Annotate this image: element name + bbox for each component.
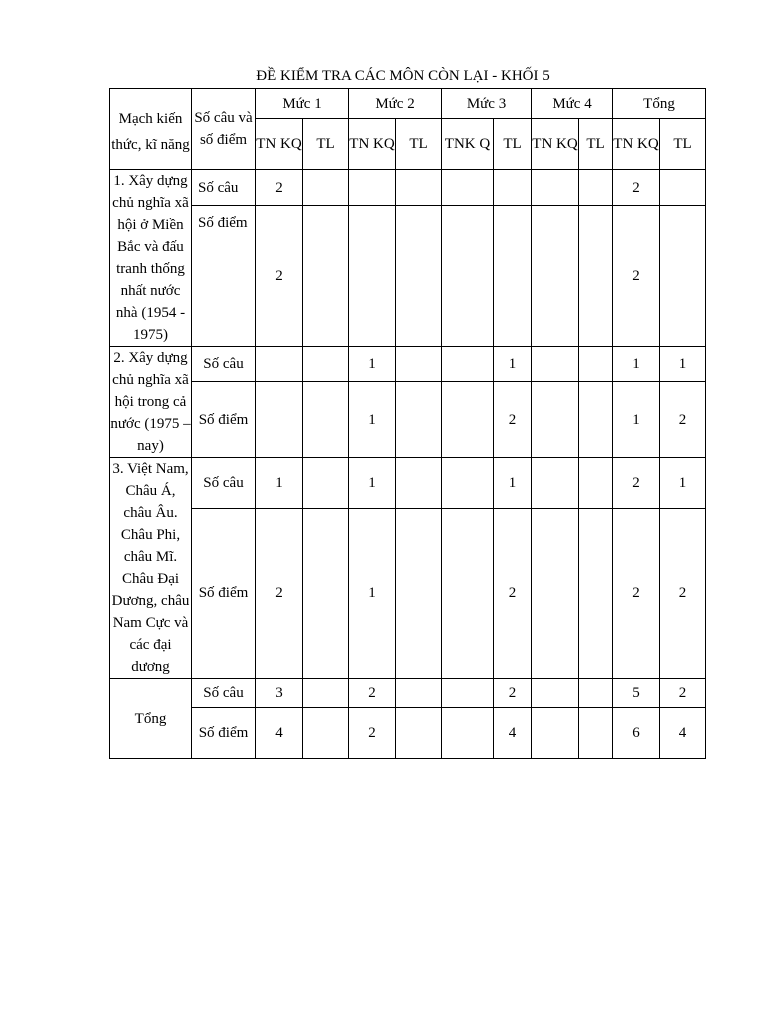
cell [532, 347, 579, 382]
cell [396, 206, 442, 347]
cell [349, 170, 396, 206]
cell: 1 [349, 458, 396, 509]
cell [532, 206, 579, 347]
cell [396, 458, 442, 509]
cell [396, 508, 442, 678]
cell [256, 382, 303, 458]
header-mach-kien-thuc: Mạch kiến thức, kĩ năng [110, 89, 192, 170]
cell: 1 [613, 347, 660, 382]
cell [532, 679, 579, 708]
cell [532, 508, 579, 678]
cell: 1 [349, 382, 396, 458]
cell [396, 170, 442, 206]
cell: 3 [256, 679, 303, 708]
cell [660, 206, 706, 347]
cell [442, 347, 494, 382]
cell: 1 [349, 508, 396, 678]
cell: 4 [660, 708, 706, 759]
cell [442, 679, 494, 708]
cell: 1 [494, 458, 532, 509]
cell [579, 347, 613, 382]
cell [532, 382, 579, 458]
cell: 2 [613, 458, 660, 509]
cell: 1 [660, 347, 706, 382]
table-row [110, 347, 706, 382]
topic-3-name: 3. Việt Nam, Châu Á, châu Âu. Châu Phi, châu Mĩ. Châu Đại Dương, châu Nam Cực và các đại dương [110, 458, 192, 679]
cell [303, 170, 349, 206]
header-tong-tl: TL [660, 119, 706, 170]
cell [442, 708, 494, 759]
header-muc2-tl: TL [396, 119, 442, 170]
cell [303, 347, 349, 382]
cell: 6 [613, 708, 660, 759]
header-muc-2: Mức 2 [349, 89, 442, 119]
cell [660, 170, 706, 206]
header-so-cau-so-diem: Số câu và số điểm [192, 89, 256, 170]
exam-matrix-table [109, 88, 706, 759]
cell: 2 [256, 508, 303, 678]
cell [303, 708, 349, 759]
cell [579, 708, 613, 759]
cell [303, 206, 349, 347]
topic-2-so-diem-label: Số điểm [192, 382, 256, 458]
header-tong: Tổng [613, 89, 706, 119]
cell [579, 458, 613, 509]
header-muc-4: Mức 4 [532, 89, 613, 119]
cell [532, 458, 579, 509]
table-row [110, 508, 706, 678]
cell [396, 679, 442, 708]
cell [532, 170, 579, 206]
cell: 1 [494, 347, 532, 382]
header-muc3-tnkq: TNK Q [442, 119, 494, 170]
cell: 2 [660, 679, 706, 708]
cell [442, 206, 494, 347]
cell [396, 347, 442, 382]
cell [494, 206, 532, 347]
cell [579, 206, 613, 347]
cell [579, 170, 613, 206]
cell [579, 679, 613, 708]
table-row [110, 170, 706, 206]
cell [349, 206, 396, 347]
topic-1-name: 1. Xây dựng chủ nghĩa xã hội ở Miền Bắc và đấu tranh thống nhất nước nhà (1954 - 1975) [110, 170, 192, 347]
topic-3-so-diem-label: Số điểm [192, 508, 256, 678]
header-row-levels [110, 89, 706, 119]
topic-2-name: 2. Xây dựng chủ nghĩa xã hội trong cả nước (1975 – nay) [110, 347, 192, 458]
total-label: Tổng [110, 679, 192, 759]
cell: 2 [349, 708, 396, 759]
cell: 2 [660, 382, 706, 458]
cell [303, 508, 349, 678]
cell: 1 [660, 458, 706, 509]
cell: 2 [613, 206, 660, 347]
cell: 2 [494, 382, 532, 458]
cell: 2 [660, 508, 706, 678]
cell: 2 [256, 170, 303, 206]
cell: 1 [256, 458, 303, 509]
cell [303, 458, 349, 509]
cell [442, 508, 494, 678]
cell [579, 382, 613, 458]
cell [442, 170, 494, 206]
cell [396, 382, 442, 458]
table-row [110, 382, 706, 458]
total-so-cau-label: Số câu [192, 679, 256, 708]
cell: 2 [613, 170, 660, 206]
cell: 1 [349, 347, 396, 382]
document-title: ĐỀ KIỂM TRA CÁC MÔN CÒN LẠI - KHỐI 5 [256, 68, 550, 84]
cell: 2 [494, 679, 532, 708]
cell: 2 [256, 206, 303, 347]
cell: 2 [613, 508, 660, 678]
topic-1-so-cau-label: Số câu [192, 170, 256, 206]
table-row [110, 206, 706, 347]
header-muc1-tnkq: TN KQ [256, 119, 303, 170]
total-row-so-diem [110, 708, 706, 759]
cell: 2 [494, 508, 532, 678]
cell [532, 708, 579, 759]
cell [442, 382, 494, 458]
header-muc-1: Mức 1 [256, 89, 349, 119]
cell: 2 [349, 679, 396, 708]
topic-2-so-cau-label: Số câu [192, 347, 256, 382]
header-muc1-tl: TL [303, 119, 349, 170]
header-muc-3: Mức 3 [442, 89, 532, 119]
cell [396, 708, 442, 759]
total-row-so-cau [110, 679, 706, 708]
header-muc2-tnkq: TN KQ [349, 119, 396, 170]
header-tong-tnkq: TN KQ [613, 119, 660, 170]
cell [579, 508, 613, 678]
cell: 4 [494, 708, 532, 759]
topic-3-so-cau-label: Số câu [192, 458, 256, 509]
header-muc4-tnkq: TN KQ [532, 119, 579, 170]
total-so-diem-label: Số điểm [192, 708, 256, 759]
header-muc3-tl: TL [494, 119, 532, 170]
cell [303, 679, 349, 708]
cell [494, 170, 532, 206]
cell [256, 347, 303, 382]
cell: 5 [613, 679, 660, 708]
cell [303, 382, 349, 458]
table-row [110, 458, 706, 509]
topic-1-so-diem-label: Số điểm [192, 206, 256, 347]
header-muc4-tl: TL [579, 119, 613, 170]
cell: 1 [613, 382, 660, 458]
cell [442, 458, 494, 509]
cell: 4 [256, 708, 303, 759]
